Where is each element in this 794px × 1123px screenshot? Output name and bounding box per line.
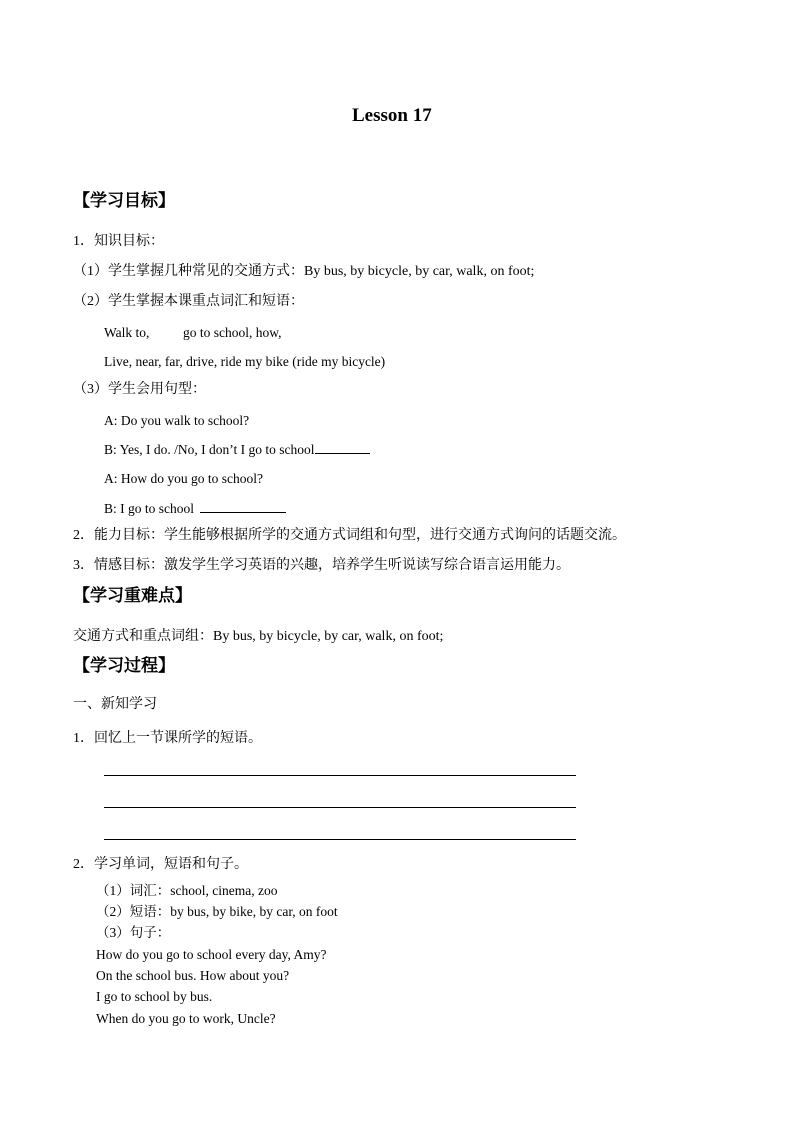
emotional-objective: 3．情感目标：激发学生学习英语的兴趣，培养学生听说读写综合语言运用能力。 bbox=[73, 558, 570, 573]
answer-line bbox=[104, 807, 576, 808]
key-points-text: 交通方式和重点词组：By bus, by bicycle, by car, walk, on foot; bbox=[73, 629, 444, 644]
pattern-2: B: Yes, I do. /No, I don’t I go to school bbox=[104, 442, 315, 457]
page-title: Lesson 17 bbox=[352, 105, 432, 126]
pattern-4-row bbox=[104, 500, 286, 518]
answer-blank bbox=[315, 441, 370, 454]
sentence-line: I go to school by bus. bbox=[96, 989, 213, 1004]
new-knowledge-label: 一、新知学习 bbox=[73, 697, 157, 712]
answer-line bbox=[104, 775, 576, 776]
objective-sub-2: （2）学生掌握本课重点词汇和短语： bbox=[73, 294, 304, 309]
objectives-heading: 【学习目标】 bbox=[73, 191, 175, 210]
key-points-heading: 【学习重难点】 bbox=[73, 586, 192, 605]
pattern-2-row bbox=[104, 441, 370, 459]
phrases-line: （2）短语：by bus, by bike, by car, on foot bbox=[96, 904, 338, 919]
sentences-label: （3）句子： bbox=[96, 925, 171, 940]
pattern-1: A: Do you walk to school? bbox=[104, 413, 250, 428]
answer-blank bbox=[200, 500, 286, 513]
step-1-label: 1．回忆上一节课所学的短语。 bbox=[73, 731, 262, 746]
answer-line bbox=[104, 839, 576, 840]
vocab-line-1a: Walk to, bbox=[104, 325, 150, 340]
vocab-line-2: Live, near, far, drive, ride my bike (ride my bicycle) bbox=[104, 354, 386, 369]
pattern-3: A: How do you go to school? bbox=[104, 471, 263, 486]
sentence-line: How do you go to school every day, Amy? bbox=[96, 947, 327, 962]
objective-sub-1: （1）学生掌握几种常见的交通方式：By bus, by bicycle, by car, walk, on foot; bbox=[73, 264, 535, 279]
step-2-label: 2．学习单词，短语和句子。 bbox=[73, 857, 248, 872]
pattern-4: B: I go to school bbox=[104, 501, 194, 516]
vocab-line-1b: go to school, how, bbox=[183, 325, 282, 340]
knowledge-objective-label: 1．知识目标： bbox=[73, 234, 164, 249]
words-line: （1）词汇：school, cinema, zoo bbox=[96, 883, 278, 898]
sentence-line: When do you go to work, Uncle? bbox=[96, 1011, 276, 1026]
sentence-line: On the school bus. How about you? bbox=[96, 968, 290, 983]
objective-sub-3: （3）学生会用句型： bbox=[73, 382, 206, 397]
ability-objective: 2．能力目标：学生能够根据所学的交通方式词组和句型，进行交通方式询问的话题交流。 bbox=[73, 528, 626, 543]
process-heading: 【学习过程】 bbox=[73, 656, 175, 675]
